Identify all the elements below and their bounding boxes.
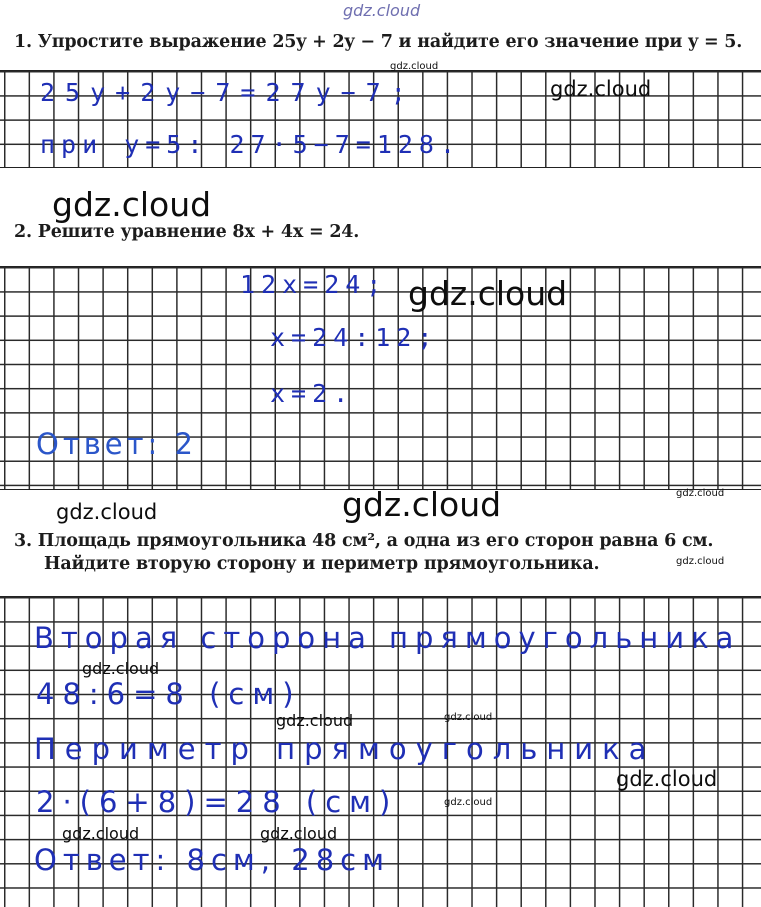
task2-line2: x=24:12; [270,323,439,352]
watermark: gdz.cloud [52,185,212,224]
task2-line3: x=2. [270,379,355,408]
task1-line1: 25y+2y−7=27y−7; [40,78,416,107]
watermark: gdz.cloud [444,797,493,808]
task3-line4: 2·(6+8)=28 (см) [36,785,399,819]
task3-line2: 48:6=8 (см) [36,677,302,711]
watermark: gdz.cloud [276,711,354,730]
task2-answer: Ответ: 2 [36,427,197,461]
task3-title-line2: Найдите вторую сторону и периметр прямоугольника. [44,554,600,574]
task3-title-line1: 3. Площадь прямоугольника 48 см², а одна из его сторон равна 6 см. [14,531,714,551]
watermark: gdz.cloud [616,767,718,791]
watermark: gdz.cloud [676,556,725,567]
watermark: gdz.cloud [342,485,502,524]
task1-title: 1. Упростите выражение 25y + 2y − 7 и найдите его значение при y = 5. [14,32,743,52]
watermark: gdz.cloud [260,824,338,843]
watermark: gdz.cloud [676,488,725,499]
watermark: gdz.cloud [550,77,652,101]
task2-title: 2. Решите уравнение 8x + 4x = 24. [14,222,360,242]
watermark: gdz.cloud [408,274,568,313]
task3-line1: Вторая сторона прямоугольника [34,621,741,655]
watermark: gdz.cloud [390,61,439,72]
task2-line1: 12x=24; [240,270,388,299]
task1-line2: при y=5: 27·5−7=128. [40,130,462,159]
watermark: gdz.cloud [56,500,158,524]
task3-answer: Ответ: 8см, 28см [34,843,390,877]
watermark: gdz.cloud [62,824,140,843]
watermark: gdz.cloud [82,659,160,678]
task3-line3: Периметр прямоугольника [34,732,656,766]
top-watermark: gdz.cloud [343,1,421,20]
watermark: gdz.cloud [444,712,493,723]
